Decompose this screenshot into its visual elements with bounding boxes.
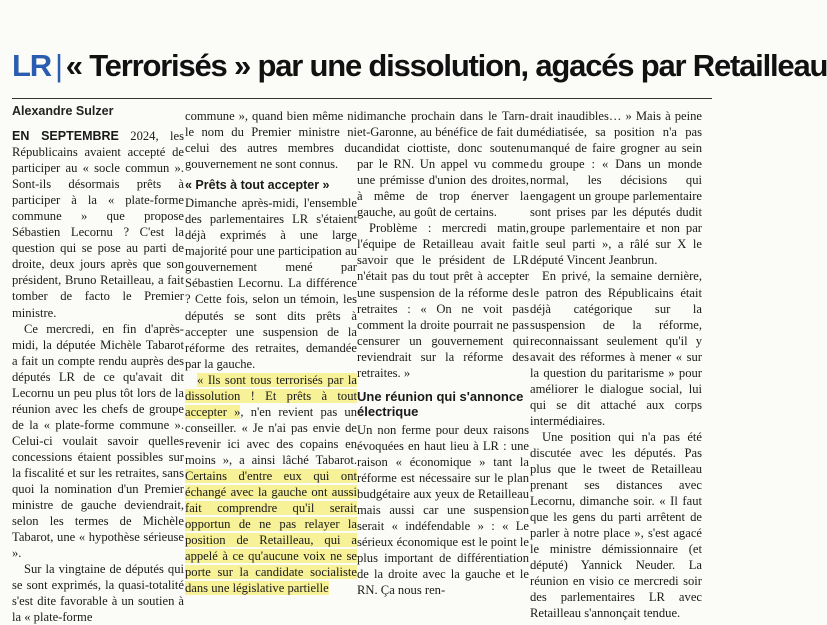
paragraph: Dimanche après-midi, l'ensemble des parlementaires LR s'étaient déjà exprimés à une large majorité pour une participation au gouvernement mené par Sébastien Lecornu. La différence ? Cette fois, selon un témoin, les députés se sont dits prêts à accepter une suspension de la réforme des retraites, demandée par la gauche. [185,196,357,371]
lead-in: EN SEPTEMBRE [12,129,119,143]
headline [12,42,827,90]
paragraph: drait inaudibles… » Mais à peine médiatisée, sa position n'a pas manqué de faire grogner au sein du groupe : « Dans un monde normal, les décisions qui engagent un groupe parlementaire sont prises par les députés dudit groupe parlementaire et non par le seul parti », a râlé sur X le député Vincent Jeanbrun. [530,109,702,268]
paragraph-text: 2024, les Républicains avaient accepté de participer au « socle commun ». Sont-ils désormais prêts à participer à la « plate-forme commune » que propose Sébastien Lecornu ? C'est la question qui se pose au parti de droite, deux jours après que son président, Bruno Retailleau, a fait tomber de facto le Premier ministre. [12,129,184,320]
paragraph: dimanche prochain dans le Tarn-et-Garonne, au bénéfice de fait du candidat ciottiste, donc soutenu par le RN. Un appel vu comme une prémisse d'union des droites, à même de trop énerver la gauche, au goût de certains. [357,109,529,220]
highlighted-passage: Certains d'entre eux qui ont échangé avec la gauche ont aussi fait comprendre qu'il serait opportun de ne pas relayer la position de Retailleau, qui a appelé à ce qu'aucune voix ne se porte sur la candidate socialiste dans une législative partielle [185,468,357,596]
paragraph: Une position qui n'a pas été discutée avec les députés. Pas plus que le tweet de Retailleau prenant ses distances avec Lecornu, dimanche soir. « Il faut que les gens du parti arrêtent de parler à notre place », s'est agacé le ministre démissionnaire (et député) Yannick Neuder. La réunion en visio ce mercredi soir des parlementaires LR avec Retailleau s'annonçait tendue. [530,429,702,621]
paragraph [185,372,357,597]
paragraph-text: , n'en revient pas un conseiller. « Je n'ai pas envie de revenir ici avec des copains en moins », a ainsi lâché Tabarot. [185,404,357,467]
paragraph: En privé, la semaine dernière, le patron des Républicains était déjà catégorique sur la suspension de la réforme, reconnaissant seulement qu'il y avait des réformes à mener « sur la question du paritarisme » pour améliorer le dialogue social, lui qui se dit attaché aux corps intermédiaires. [530,269,702,428]
author-byline: Alexandre Sulzer [12,104,114,118]
article-column-4 [530,108,702,622]
article-column-2 [185,108,357,596]
paragraph: Problème : mercredi matin, l'équipe de Retailleau avait fait savoir que le président de LR n'était pas du tout prêt à accepter une suspension de la réforme des retraites : « On ne voit pas comment la droite pourrait ne pas censurer un gouvernement qui reviendrait sur la réforme des retraites. » [357,221,529,380]
headline-rule [12,98,712,99]
subheading: Une réunion qui s'annonce électrique [357,388,524,419]
paragraph: commune », quand bien même ni le nom du Premier ministre ni celui des autres membres du gouvernement ne sont connus. [185,109,357,172]
subheading: « Prêts à tout accepter » [185,178,330,193]
headline-title: « Terrorisés » par une dissolution, agacés par Retailleau [65,48,827,83]
paragraph: Un non ferme pour deux raisons évoquées en haut lieu à LR : une raison « économique » tant la réforme est nécessaire sur le plan budgétaire aux yeux de Retailleau mais aussi car une suspension serait « indéfendable » : « Le sérieux économique est le point le plus important de différentiation de la droite avec la gauche et le RN. Ça nous ren- [357,422,529,598]
article-column-1 [12,128,184,625]
highlighted-quote: « Ils sont tous terrorisés par la dissolution ! Et prêts à tout accepter » [185,372,357,419]
paragraph [12,128,184,321]
article-column-3 [357,108,529,598]
headline-separator: | [54,48,62,83]
paragraph: Ce mercredi, en fin d'après-midi, la députée Michèle Tabarot a fait un compte rendu auprès des députés LR de ce qu'avait dit Lecornu un peu plus tôt lors de la réunion avec les chefs de groupe de la « plate-forme commune ». Celui-ci voulait savoir quelles concessions étaient possibles sur la fiscalité et sur les retraites, sans quoi la nomination d'un Premier ministre de gauche deviendrait, selon les termes de Michèle Tabarot, une « hypothèse sérieuse ». [12,321,184,561]
paragraph: Sur la vingtaine de députés qui se sont exprimés, la quasi-totalité s'est dite favorable à un soutien à la « plate-forme [12,562,184,625]
section-tag: LR [12,48,51,83]
